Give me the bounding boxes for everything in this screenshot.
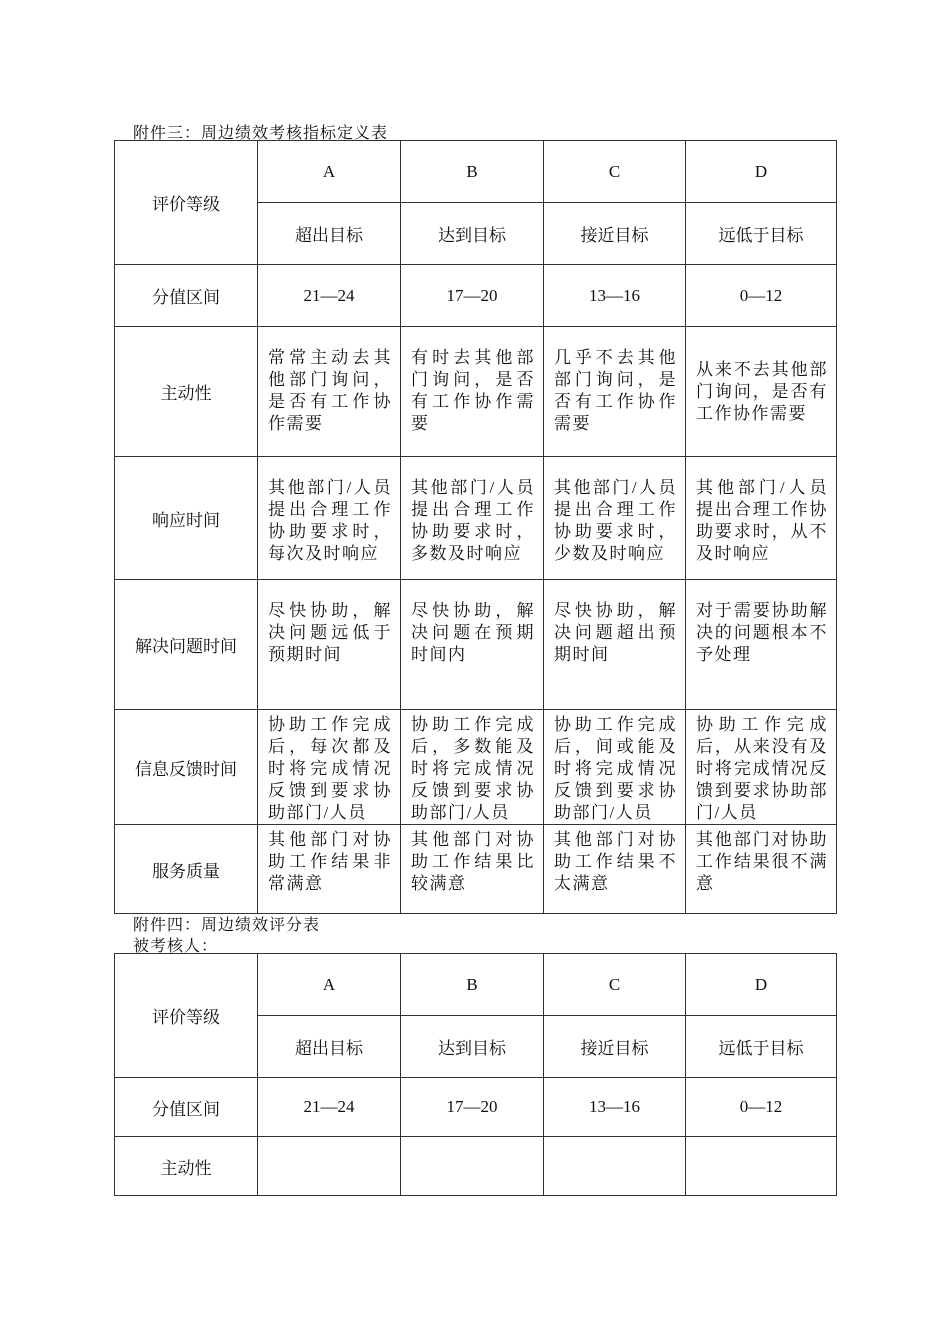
score-table: [114, 953, 837, 1196]
definition-table: [114, 140, 837, 914]
grade-c: C: [544, 954, 686, 1016]
criterion-label: 主动性: [115, 327, 258, 457]
criterion-label: 响应时间: [115, 457, 258, 580]
score-b: 17—20: [401, 1078, 544, 1137]
grade-a: A: [258, 954, 401, 1016]
grade-d: D: [686, 954, 837, 1016]
criterion-cell: 尽快协助，解决问题超出预期时间: [544, 580, 686, 710]
score-entry-cell[interactable]: [544, 1137, 686, 1196]
criterion-cell: 其他部门对协助工作结果比较满意: [401, 825, 544, 914]
score-row: [115, 265, 837, 327]
criterion-row: [115, 710, 837, 825]
target-a: 超出目标: [258, 203, 401, 265]
criterion-cell: 其他部门/人员提出合理工作协助要求时，从不及时响应: [686, 457, 837, 580]
score-c: 13—16: [544, 1078, 686, 1137]
criterion-cell: 协助工作完成后，每次都及时将完成情况反馈到要求协助部门/人员: [258, 710, 401, 825]
grade-d: D: [686, 141, 837, 203]
criterion-label: 服务质量: [115, 825, 258, 914]
score-d: 0—12: [686, 1078, 837, 1137]
criterion-cell: 有时去其他部门询问，是否有工作协作需要: [401, 327, 544, 457]
criterion-cell: 其他部门/人员提出合理工作协助要求时，多数及时响应: [401, 457, 544, 580]
criterion-cell: 几乎不去其他部门询问，是否有工作协作需要: [544, 327, 686, 457]
criterion-row: [115, 457, 837, 580]
grade-a: A: [258, 141, 401, 203]
score-entry-cell[interactable]: [401, 1137, 544, 1196]
grade-label: 评价等级: [115, 954, 258, 1078]
grade-row: [115, 141, 837, 203]
criterion-cell: 对于需要协助解决的问题根本不予处理: [686, 580, 837, 710]
score-a: 21—24: [258, 1078, 401, 1137]
target-d: 远低于目标: [686, 1016, 837, 1078]
score-entry-cell[interactable]: [686, 1137, 837, 1196]
grade-row: [115, 954, 837, 1016]
target-c: 接近目标: [544, 1016, 686, 1078]
annex3-title: 附件三：周边绩效考核指标定义表: [133, 123, 389, 142]
annex4-title: 附件四：周边绩效评分表: [133, 915, 321, 934]
criterion-row: [115, 1137, 837, 1196]
criterion-label: 解决问题时间: [115, 580, 258, 710]
criterion-cell: 协助工作完成后，间或能及时将完成情况反馈到要求协助部门/人员: [544, 710, 686, 825]
criterion-cell: 其他部门对协助工作结果很不满意: [686, 825, 837, 914]
score-label: 分值区间: [115, 265, 258, 327]
criterion-cell: 协助工作完成后，从来没有及时将完成情况反馈到要求协助部门/人员: [686, 710, 837, 825]
criterion-cell: 协助工作完成后，多数能及时将完成情况反馈到要求协助部门/人员: [401, 710, 544, 825]
target-c: 接近目标: [544, 203, 686, 265]
score-d: 0—12: [686, 265, 837, 327]
criterion-cell: 其他部门/人员提出合理工作协助要求时，少数及时响应: [544, 457, 686, 580]
criterion-cell: 从来不去其他部门询问，是否有工作协作需要: [686, 327, 837, 457]
assessee-label: 被考核人：: [133, 933, 389, 954]
grade-b: B: [401, 141, 544, 203]
score-c: 13—16: [544, 265, 686, 327]
score-a: 21—24: [258, 265, 401, 327]
criterion-cell: 尽快协助，解决问题在预期时间内: [401, 580, 544, 710]
target-b: 达到目标: [401, 1016, 544, 1078]
target-d: 远低于目标: [686, 203, 837, 265]
criterion-cell: 其他部门对协助工作结果不太满意: [544, 825, 686, 914]
criterion-row: [115, 580, 837, 710]
criterion-row: [115, 327, 837, 457]
score-b: 17—20: [401, 265, 544, 327]
grade-b: B: [401, 954, 544, 1016]
grade-label: 评价等级: [115, 141, 258, 265]
criterion-label: 主动性: [115, 1137, 258, 1196]
criterion-label: 信息反馈时间: [115, 710, 258, 825]
criterion-cell: 尽快协助，解决问题远低于预期时间: [258, 580, 401, 710]
criterion-row: [115, 825, 837, 914]
score-label: 分值区间: [115, 1078, 258, 1137]
score-row: [115, 1078, 837, 1137]
grade-c: C: [544, 141, 686, 203]
target-a: 超出目标: [258, 1016, 401, 1078]
criterion-cell: 常常主动去其他部门询问，是否有工作协作需要: [258, 327, 401, 457]
target-b: 达到目标: [401, 203, 544, 265]
score-entry-cell[interactable]: [258, 1137, 401, 1196]
criterion-cell: 其他部门/人员提出合理工作协助要求时，每次及时响应: [258, 457, 401, 580]
criterion-cell: 其他部门对协助工作结果非常满意: [258, 825, 401, 914]
